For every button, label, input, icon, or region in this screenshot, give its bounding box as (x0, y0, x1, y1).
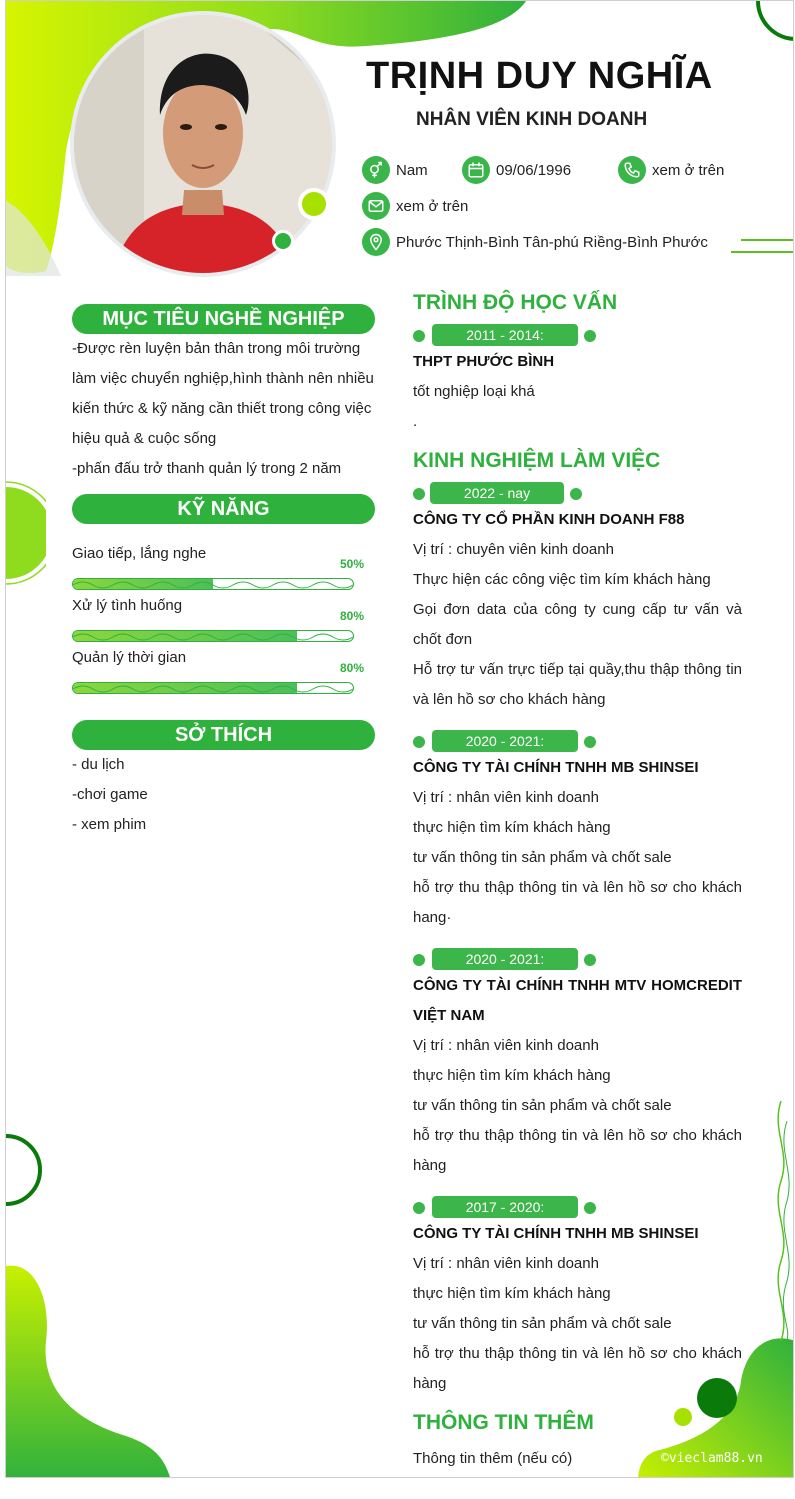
job-line: Vị trí : chuyên viên kinh doanh (413, 541, 614, 558)
cv-page (5, 0, 794, 1478)
job-company: CÔNG TY TÀI CHÍNH TNHH MB SHINSEI (413, 759, 699, 776)
skill-percent: 50% (340, 557, 365, 571)
skill-label: Giao tiếp, lắng nghe (72, 545, 207, 562)
job-company: CÔNG TY TÀI CHÍNH TNHH MB SHINSEI (413, 1225, 699, 1242)
info-phone (618, 156, 724, 184)
skill-bar (72, 578, 354, 590)
top-right-ring (746, 1, 794, 46)
skill-label: Xử lý tình huống (72, 597, 183, 614)
job-line: Hỗ trợ tư vấn trực tiếp tại quầy,thu thập thông tin và lên hồ sơ cho khách hàng (413, 661, 742, 708)
profile-photo (70, 11, 336, 277)
photo-dot-large (298, 188, 330, 220)
timeline-dot (584, 330, 596, 342)
job-period: 2022 - nay (430, 482, 564, 504)
timeline-dot (413, 736, 425, 748)
job-period: 2020 - 2021: (432, 730, 578, 752)
gender-value: Nam (396, 161, 428, 179)
job-line: Vị trí : nhân viên kinh doanh (413, 1037, 599, 1054)
gender-icon (362, 156, 390, 184)
mail-icon (362, 192, 390, 220)
timeline-dot (413, 330, 425, 342)
job-title: NHÂN VIÊN KINH DOANH (416, 109, 648, 130)
objective-text-1: -Được rèn luyện bản thân trong môi trường làm việc chuyển nghiệp,hình thành nên nhiều kiến thức & kỹ năng cần thiết trong công việc hiệu quả & cuộc sống (72, 340, 374, 447)
hobby-item: - xem phim (72, 816, 147, 833)
school-name: THPT PHƯỚC BÌNH (413, 353, 555, 370)
job-line: tư vấn thông tin sản phẩm và chốt sale (413, 1097, 672, 1114)
job-line: thực hiện tìm kím khách hàng (413, 1067, 611, 1084)
skill-percent: 80% (340, 609, 365, 623)
timeline-dot (584, 954, 596, 966)
location-icon (362, 228, 390, 256)
job-line: hỗ trợ thu thập thông tin và lên hồ sơ cho khách hàng (413, 1345, 742, 1392)
bottom-left-blob (6, 1261, 176, 1478)
timeline-dot (584, 1202, 596, 1214)
info-gender (362, 156, 428, 184)
skill-bar-wave (73, 579, 354, 590)
job-line: hỗ trợ thu thập thông tin và lên hồ sơ cho khách hang· (413, 879, 742, 926)
address-value: Phước Thịnh-Bình Tân-phú Riềng-Bình Phước (396, 233, 708, 251)
info-email (362, 192, 468, 220)
job-line: thực hiện tìm kím khách hàng (413, 819, 611, 836)
timeline-dot (413, 1202, 425, 1214)
job-line: thực hiện tìm kím khách hàng (413, 1285, 611, 1302)
phone-icon (618, 156, 646, 184)
skills-heading: KỸ NĂNG (72, 494, 375, 524)
job-line: tư vấn thông tin sản phẩm và chốt sale (413, 1315, 672, 1332)
skill-bar-wave (73, 631, 354, 642)
skill-bar (72, 682, 354, 694)
education-period: 2011 - 2014: (432, 324, 578, 346)
skill-percent: 80% (340, 661, 365, 675)
candidate-name: TRỊNH DUY NGHĨA (366, 55, 713, 97)
education-detail: tốt nghiệp loại khá (413, 383, 535, 400)
hobby-item: -chơi game (72, 786, 148, 803)
job-line: Gọi đơn data của công ty cung cấp tư vấn và chốt đơn (413, 601, 742, 648)
hobbies-heading: SỞ THÍCH (72, 720, 375, 750)
photo-dot-small (272, 230, 294, 252)
email-value: xem ở trên (396, 197, 469, 215)
more-info-heading: THÔNG TIN THÊM (413, 1411, 594, 1434)
job-period: 2017 - 2020: (432, 1196, 578, 1218)
job-line: hỗ trợ thu thập thông tin và lên hồ sơ cho khách hàng (413, 1127, 742, 1174)
info-address (362, 228, 708, 256)
top-right-lines (731, 236, 794, 256)
job-company: CÔNG TY CỔ PHẦN KINH DOANH F88 (413, 511, 685, 528)
skill-label: Quản lý thời gian (72, 649, 187, 666)
timeline-dot (413, 954, 425, 966)
education-extra: . (413, 413, 418, 430)
phone-value: xem ở trên (652, 161, 725, 179)
more-info-text: Thông tin thêm (nếu có) (413, 1450, 573, 1467)
calendar-icon (462, 156, 490, 184)
right-squiggle-lines (771, 1101, 794, 1341)
timeline-dot (570, 488, 582, 500)
job-period: 2020 - 2021: (432, 948, 578, 970)
job-line: Vị trí : nhân viên kinh doanh (413, 1255, 599, 1272)
left-half-circle (6, 481, 46, 586)
info-dob (462, 156, 571, 184)
hobby-item: - du lịch (72, 756, 125, 773)
job-line: Thực hiện các công việc tìm kím khách hàng (413, 571, 711, 588)
timeline-dot (584, 736, 596, 748)
job-line: tư vấn thông tin sản phẩm và chốt sale (413, 849, 672, 866)
objective-heading: MỤC TIÊU NGHỀ NGHIỆP (72, 304, 375, 334)
job-line: Vị trí : nhân viên kinh doanh (413, 789, 599, 806)
education-heading: TRÌNH ĐỘ HỌC VẤN (413, 291, 618, 314)
skill-bar-wave (73, 683, 354, 694)
skill-bar (72, 630, 354, 642)
job-company: CÔNG TY TÀI CHÍNH TNHH MTV HOMCREDIT VIỆT NAM (413, 977, 742, 1024)
dob-value: 09/06/1996 (496, 161, 572, 179)
experience-heading: KINH NGHIỆM LÀM VIỆC (413, 449, 661, 472)
timeline-dot (413, 488, 425, 500)
objective-text-2: -phấn đấu trở thanh quản lý trong 2 năm (72, 460, 342, 477)
left-ring (6, 1133, 46, 1208)
watermark: ©vieclam88.vn (661, 1451, 763, 1466)
